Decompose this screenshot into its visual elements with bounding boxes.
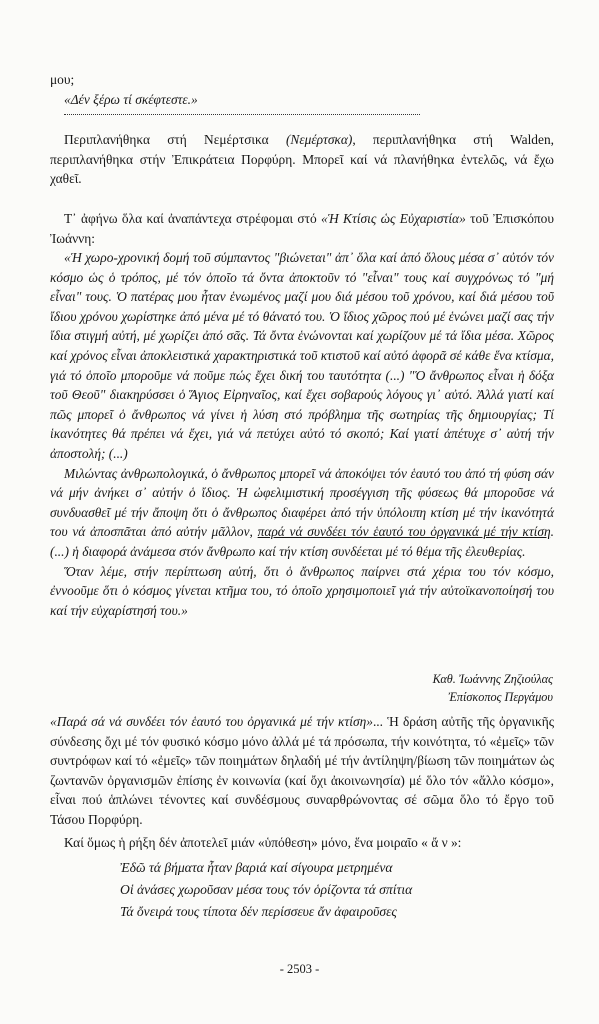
paragraph-organic-connection <box>50 712 554 830</box>
quote-signature <box>293 670 553 706</box>
signature-title: Ἐπίσκοπος Περγάμου <box>448 690 553 704</box>
opening-quote: «Δέν ξέρω τί σκέφτεστε.» <box>64 91 198 107</box>
paragraph-text: Καί ὅμως ἡ ρήξη δέν ἀποτελεῖ μιάν «ὑπόθεση» μόνο, ἕνα μοιραῖο « ἄ ν »: <box>64 835 462 850</box>
paragraph-text: ... Ἡ δράση αὐτῆς τῆς ὀργανικῆς σύνδεσης ὄχι μέ τόν φυσικό κόσμο μόνο ἀλλά μέ τά πρόσωπα, τήν κοινότητα, τό «ἐμεῖς» τῶν συντρόφων καί τό «ἐμεῖς» τῶν ποιημάτων δηλαδή μέ τήν ἀντίληψη/βίωση τῶν ποιημάτων ὡς ζωντανῶν ὀργανισμῶν ἐπίσης ἐν κοινωνία (καί ὄχι ἀκοινωνησία) μέ ὅλο τόν «ἄλλο κόσμο», εἶναι πού ἁπλώνει τένοντες καί συνδέσμους συναρθρώνοντας σέ σῶμα ὅλο τό ἔργο τοῦ Τάσου Πορφύρη. <box>50 714 554 827</box>
paragraph-text: , περιπλανήθηκα στή Walden, περιπλανήθηκα στήν Ἐπικράτεια Πορφύρη. Μπορεῖ καί νά πλανήθηκα ἐντελῶς, νά ἔχω χαθεῖ. <box>50 132 554 187</box>
paragraph-text: Περιπλανήθηκα στή Νεμέρτσικα <box>64 132 286 147</box>
quote-paragraph-1: «Ἡ χωρο-χρονική δομή τοῦ σύμπαντος "βιώνεται" ἀπ᾽ ὅλα καί ἀπό ὅλους μέσα σ᾽ αὐτόν τόν κόσμο ὡς ὁ τρόπος, μέ τόν ὁποῖο τά ὄντα ἀποκτοῦν τό "εἶναι" τους καί συγχρόνως τό "μή εἶναι" τους. Ὁ πατέρας μου ἦταν ἑνωμένος μαζί μου διά μέσου τοῦ χρόνου, καί διά μέσου τοῦ ἴδιου χρόνου χωρίστηκε ἀπό μένα μέ τό θάνατό του. Ὁ ἴδιος χῶρος πού μέ ἑνώνει μαζί σας τήν ἴδια στιγμή αὐτή, μέ χωρίζει ἀπό σᾶς. Τά ὄντα ἑνώνονται καί χωρίζουν μέ τά ἴδια μέσα. Χῶρος καί χρόνος εἶναι ἀποκλειστικά χαρακτηριστικά τοῦ κτιστοῦ καί αὐτό ἀφορᾶ σέ κάθε ἕνα κτίσμα, γιά τό ὁποῖο μποροῦμε νά ποῦμε πώς ἔχει δική του ταυτότητα (...) "Ὁ ἄνθρωπος εἶναι ἡ δόξα τοῦ Θεοῦ" διακηρύσσει ὁ Ἅγιος Εἰρηναῖος, καί ἔχει σοβαρούς λόγους γι᾽ αὐτό. Ἀλλά γιατί καί πῶς μπορεῖ ὁ ἄνθρωπος νά γίνει ἡ λύση στό πρόβλημα τῆς σωτηρίας τῆς δημιουργίας; Τί ἱκανότητες θά πρέπει νά ἔχει, γιά νά πετύχει αὐτό τό σκοπό; Καί γιατί ἀπέτυχε σ᾽ αὐτή τήν ἀποστολή; (...) <box>50 250 554 461</box>
place-name-variant: (Νεμέρτσκα) <box>285 132 353 147</box>
dotted-separator <box>64 114 420 115</box>
quoted-phrase: «Παρά σά νά συνδέει τόν ἑαυτό του ὀργανικά μέ τήν κτίση» <box>50 714 373 729</box>
poem-excerpt <box>120 857 412 923</box>
poem-line: Τά ὄνειρά τους τίποτα δέν περίσσευε ἄν ἀφαιροῦσες <box>120 904 397 919</box>
paragraph-text: Τ᾽ ἀφήνω ὅλα καί ἀναπάντεχα στρέφομαι στό <box>64 211 322 226</box>
book-title: «Ἡ Κτίσις ὡς Εὐχαριστία» <box>321 211 466 226</box>
quote-paragraph-3: Ὅταν λέμε, στήν περίπτωση αὐτή, ὅτι ὁ ἄνθρωπος παίρνει στά χέρια του τόν κόσμο, ἐννοοῦμε ὅτι ὁ κόσμος γίνεται κτῆμα του, τό ὁποῖο χρησιμοποιεῖ γιά τήν αὐτοϊκανοποίησή του καί τήν εὐχαρίστησή του.» <box>50 563 554 618</box>
signature-name: Καθ. Ἰωάννης Ζηζιούλας <box>432 672 553 686</box>
paragraph-ziziulas-intro <box>50 209 554 248</box>
paragraph-rupture <box>50 833 554 853</box>
quote-paragraph-2: Μιλώντας ἀνθρωπολογικά, ὁ ἄνθρωπος μπορεῖ νά ἀποκόψει τόν ἑαυτό του ἀπό τή φύση σάν νά μήν ἀνήκει σ᾽ αὐτήν ὁ ἴδιος. Ἡ ὠφελιμιστική προσέγγιση τῆς φύσεως θά μποροῦσε νά συνδυασθεῖ μέ τήν ἄποψη ὅτι ὁ ἄνθρωπος διαφέρει ἀπό τήν ὑπόλοιπη κτίση μέ τήν ἱκανότητά του νά ἀποσπᾶται ἀπό αὐτήν μᾶλλον, παρά νά συνδέει τόν ἑαυτό του ὀργανικά μέ τήν κτίση. (...) ἡ διαφορά ἀνάμεσα στόν ἄνθρωπο καί τήν κτίση συνδέεται μέ τό θέμα τῆς ἐλευθερίας. <box>50 465 554 559</box>
paragraph-text: τοῦ Ἐπισκόπου Ἰωάννη: <box>50 211 554 246</box>
paragraph-wanderings <box>50 130 554 189</box>
underlined-phrase: παρά νά συνδέει τόν ἑαυτό του ὀργανικά μέ τήν κτίση <box>257 524 551 540</box>
opening-line: μου; <box>50 72 75 87</box>
page-number: - 2503 - <box>279 962 320 976</box>
opening-lines <box>50 70 554 109</box>
poem-line: Οἱ ἀνάσες χωροῦσαν μέσα τους τόν ὁρίζοντα τά σπίτια <box>120 882 413 897</box>
quote-block <box>50 248 554 620</box>
poem-line: Ἐδῶ τά βήματα ἦταν βαριά καί σίγουρα μετρημένα <box>120 860 393 875</box>
